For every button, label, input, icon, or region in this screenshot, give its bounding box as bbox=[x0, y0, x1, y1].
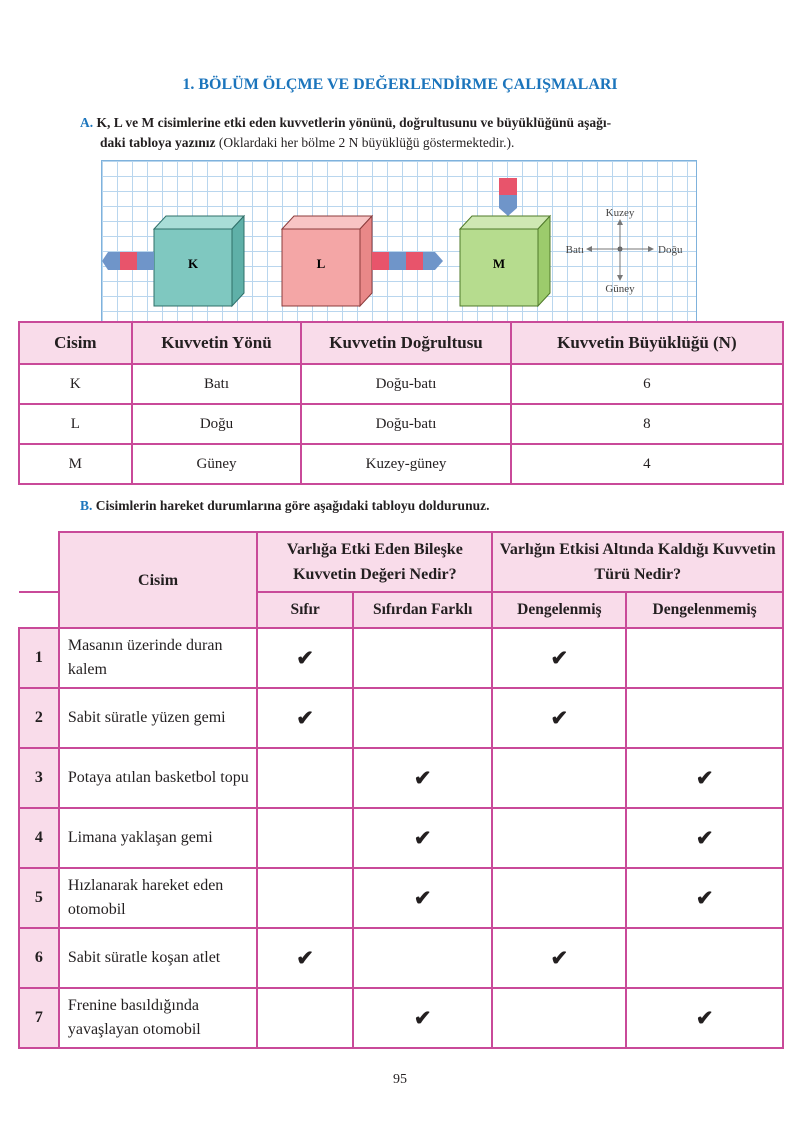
question-a-text-2: daki tabloya yazınız bbox=[100, 135, 216, 150]
row-number bbox=[19, 748, 59, 808]
col-dengelenmemis: Dengelenmemiş bbox=[626, 592, 783, 628]
col-yon: Kuvvetin Yönü bbox=[132, 322, 302, 364]
check-sifir bbox=[257, 628, 353, 688]
table-row bbox=[19, 928, 783, 988]
cell: Doğu-batı bbox=[301, 364, 510, 404]
compass bbox=[566, 207, 683, 295]
row-number-text: 4 bbox=[34, 829, 43, 846]
blank-corner bbox=[19, 532, 59, 592]
check-sifirdan-farkli bbox=[353, 688, 493, 748]
row-number bbox=[19, 988, 59, 1048]
motion-table bbox=[18, 531, 784, 1049]
check-sifir bbox=[257, 808, 353, 868]
table-row bbox=[19, 808, 783, 868]
check-mark-icon: ✔ bbox=[413, 1005, 432, 1030]
check-dengelenmis bbox=[492, 868, 626, 928]
cell: K bbox=[19, 364, 132, 404]
check-mark-icon: ✔ bbox=[550, 945, 569, 970]
row-description bbox=[59, 628, 257, 688]
row-number-text: 5 bbox=[34, 889, 43, 906]
question-a-note: (Oklardaki her bölme 2 N büyüklüğü göstermektedir.). bbox=[215, 135, 515, 150]
box-m-label: M bbox=[492, 256, 506, 271]
check-dengelenmemis bbox=[626, 868, 783, 928]
force-diagram-svg bbox=[102, 161, 696, 321]
table-row bbox=[19, 748, 783, 808]
check-sifir bbox=[257, 928, 353, 988]
motion-table-header bbox=[19, 532, 783, 592]
arrow-m bbox=[499, 178, 517, 216]
check-mark-icon: ✔ bbox=[550, 645, 569, 670]
cell: L bbox=[19, 404, 132, 444]
force-diagram bbox=[101, 160, 697, 322]
row-description bbox=[59, 988, 257, 1048]
row-number-text: 7 bbox=[34, 1009, 43, 1026]
force-table-header bbox=[19, 322, 783, 364]
row-number-text: 3 bbox=[34, 769, 43, 786]
table-row bbox=[19, 868, 783, 928]
check-mark-icon: ✔ bbox=[296, 705, 314, 730]
check-dengelenmemis bbox=[626, 628, 783, 688]
arrow-l bbox=[372, 252, 443, 270]
check-mark-icon: ✔ bbox=[296, 645, 314, 670]
question-a-text-1: K, L ve M cisimlerine etki eden kuvvetlerin yönünü, doğrultusunu ve büyüklüğünü aşağı- bbox=[96, 115, 612, 130]
table-row bbox=[19, 628, 783, 688]
check-mark-icon: ✔ bbox=[695, 765, 714, 790]
page-number: 95 bbox=[393, 1072, 407, 1087]
check-dengelenmemis bbox=[626, 748, 783, 808]
row-description bbox=[59, 688, 257, 748]
check-dengelenmemis bbox=[626, 688, 783, 748]
check-dengelenmis bbox=[492, 928, 626, 988]
table-row bbox=[19, 364, 783, 404]
row-description-text: Potaya atılan basketbol topu bbox=[67, 769, 249, 786]
check-sifir bbox=[257, 988, 353, 1048]
check-dengelenmemis bbox=[626, 808, 783, 868]
cell: Doğu bbox=[132, 404, 302, 444]
check-dengelenmis bbox=[492, 688, 626, 748]
row-description-text: Masanın üzerinde duran kalem bbox=[67, 637, 223, 678]
cell: M bbox=[19, 444, 132, 484]
row-description bbox=[59, 748, 257, 808]
cell: Güney bbox=[132, 444, 302, 484]
col-dengelenmis: Dengelenmiş bbox=[492, 592, 626, 628]
check-mark-icon: ✔ bbox=[413, 885, 432, 910]
check-sifirdan-farkli bbox=[353, 868, 493, 928]
arrow-k bbox=[102, 252, 154, 270]
compass-west: Batı bbox=[565, 244, 584, 256]
check-mark-icon: ✔ bbox=[550, 705, 569, 730]
blank-corner bbox=[19, 592, 59, 628]
check-sifirdan-farkli bbox=[353, 928, 493, 988]
cell: 4 bbox=[511, 444, 783, 484]
cell: Batı bbox=[132, 364, 302, 404]
col-sifir: Sıfır bbox=[257, 592, 353, 628]
group-kuvvet-turu: Varlığın Etkisi Altında Kaldığı Kuvvetin Türü Nedir? bbox=[492, 532, 783, 592]
table-row bbox=[19, 988, 783, 1048]
check-dengelenmis bbox=[492, 808, 626, 868]
question-a bbox=[80, 113, 740, 153]
row-number bbox=[19, 628, 59, 688]
row-number bbox=[19, 688, 59, 748]
row-number-text: 1 bbox=[34, 649, 43, 666]
compass-south: Güney bbox=[605, 283, 635, 295]
col-cisim: Cisim bbox=[19, 322, 132, 364]
check-dengelenmemis bbox=[626, 928, 783, 988]
check-mark-icon: ✔ bbox=[413, 825, 432, 850]
table-row bbox=[19, 688, 783, 748]
check-sifirdan-farkli bbox=[353, 988, 493, 1048]
page-title: 1. BÖLÜM ÖLÇME VE DEĞERLENDİRME ÇALIŞMALARI bbox=[182, 76, 618, 93]
question-b-text: Cisimlerin hareket durumlarına göre aşağıdaki tabloyu doldurunuz. bbox=[95, 498, 490, 513]
check-mark-icon: ✔ bbox=[695, 825, 714, 850]
check-dengelenmis bbox=[492, 628, 626, 688]
check-dengelenmemis bbox=[626, 988, 783, 1048]
cell: 6 bbox=[511, 364, 783, 404]
question-a-letter: A. bbox=[80, 115, 94, 130]
box-l bbox=[282, 216, 372, 306]
question-b bbox=[80, 498, 489, 514]
box-k bbox=[154, 216, 244, 306]
row-number-text: 6 bbox=[34, 949, 43, 966]
check-mark-icon: ✔ bbox=[695, 1005, 714, 1030]
check-sifirdan-farkli bbox=[353, 808, 493, 868]
row-description-text: Hızlanarak hareket eden otomobil bbox=[67, 877, 224, 918]
check-mark-icon: ✔ bbox=[413, 765, 432, 790]
cell: Doğu-batı bbox=[301, 404, 510, 444]
box-l-label: L bbox=[316, 256, 326, 271]
check-sifir bbox=[257, 748, 353, 808]
row-description-text: Sabit süratle koşan atlet bbox=[67, 949, 221, 966]
cell: 8 bbox=[511, 404, 783, 444]
cell: Kuzey-güney bbox=[301, 444, 510, 484]
row-description bbox=[59, 868, 257, 928]
row-description bbox=[59, 928, 257, 988]
row-number bbox=[19, 868, 59, 928]
col-cisim: Cisim bbox=[59, 532, 257, 628]
check-dengelenmis bbox=[492, 988, 626, 1048]
check-mark-icon: ✔ bbox=[296, 945, 314, 970]
col-dogrultu: Kuvvetin Doğrultusu bbox=[301, 322, 510, 364]
check-sifirdan-farkli bbox=[353, 628, 493, 688]
group-bileske: Varlığa Etki Eden Bileşke Kuvvetin Değeri Nedir? bbox=[257, 532, 492, 592]
question-b-letter: B. bbox=[80, 498, 93, 513]
col-buyukluk: Kuvvetin Büyüklüğü (N) bbox=[511, 322, 783, 364]
table-row bbox=[19, 404, 783, 444]
compass-east: Doğu bbox=[658, 244, 683, 256]
box-k-label: K bbox=[187, 256, 199, 271]
check-sifir bbox=[257, 688, 353, 748]
check-mark-icon: ✔ bbox=[695, 885, 714, 910]
row-number-text: 2 bbox=[34, 709, 43, 726]
row-description-text: Limana yaklaşan gemi bbox=[67, 829, 213, 846]
row-description bbox=[59, 808, 257, 868]
check-sifirdan-farkli bbox=[353, 748, 493, 808]
row-number bbox=[19, 928, 59, 988]
row-number bbox=[19, 808, 59, 868]
compass-north: Kuzey bbox=[605, 207, 635, 219]
col-sifirdan-farkli: Sıfırdan Farklı bbox=[353, 592, 493, 628]
force-table bbox=[18, 321, 784, 485]
row-description-text: Sabit süratle yüzen gemi bbox=[67, 709, 226, 726]
table-row bbox=[19, 444, 783, 484]
check-sifir bbox=[257, 868, 353, 928]
box-m bbox=[460, 216, 550, 306]
check-dengelenmis bbox=[492, 748, 626, 808]
row-description-text: Frenine basıldığında yavaşlayan otomobil bbox=[67, 997, 201, 1038]
